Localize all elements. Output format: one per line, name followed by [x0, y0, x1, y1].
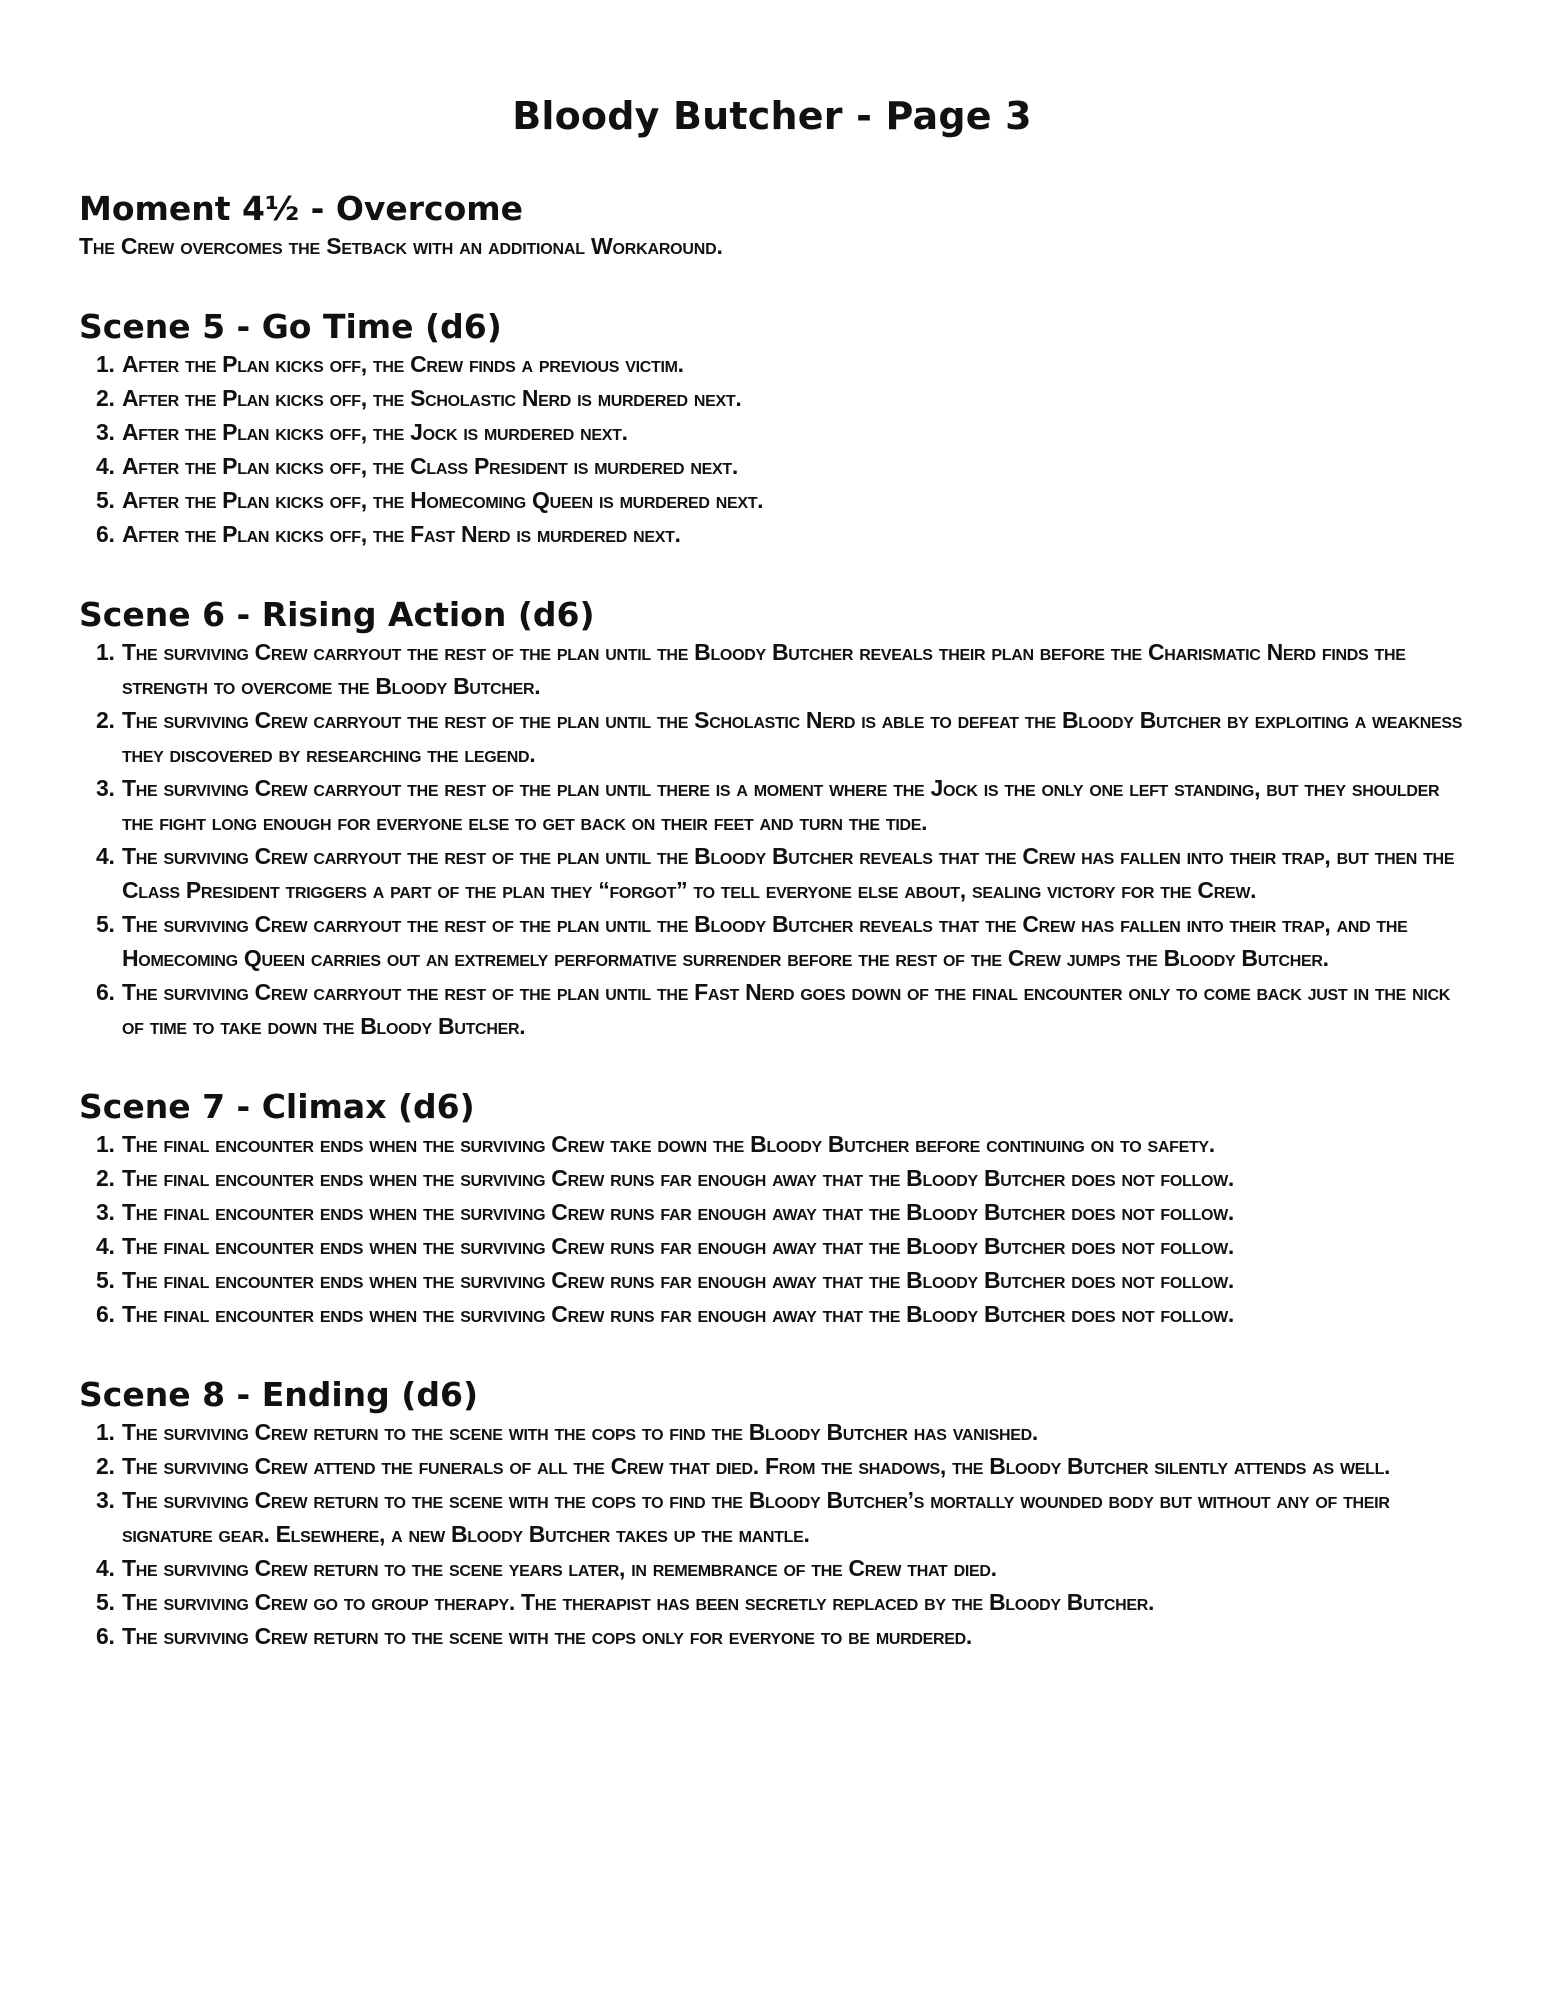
- list-item-text: The surviving Crew carryout the rest of the plan until the Bloody Butcher reveals that the Crew has fallen into their trap, but then the Class President triggers a part of the plan they “forgot” to tell everyone else about, sealing victory for the Crew.: [122, 843, 1455, 903]
- list-item-number: 6.: [96, 1301, 115, 1327]
- section-moment-overcome: [79, 189, 1465, 263]
- list-item-text: The surviving Crew return to the scene with the cops only for everyone to be murdered.: [122, 1623, 972, 1649]
- list-item: [79, 381, 1465, 415]
- list-item-number: 2.: [96, 385, 115, 411]
- list-item-text: The surviving Crew return to the scene with the cops to find the Bloody Butcher’s mortally wounded body but without any of their signature gear. Elsewhere, a new Bloody Butcher takes up the mantle.: [122, 1487, 1390, 1547]
- list-item: [79, 517, 1465, 551]
- list-item: [79, 483, 1465, 517]
- list-item-number: 4.: [96, 1555, 115, 1581]
- section-heading: Scene 6 - Rising Action (d6): [79, 595, 595, 634]
- list-item-number: 3.: [96, 419, 115, 445]
- list-item: [79, 1297, 1465, 1331]
- list-item-text: After the Plan kicks off, the Class President is murdered next.: [122, 453, 738, 479]
- list-item-number: 2.: [96, 707, 115, 733]
- list-item: [79, 703, 1465, 771]
- list-item: [79, 1263, 1465, 1297]
- list-item-number: 1.: [96, 1131, 115, 1157]
- list-item-text: After the Plan kicks off, the Crew finds a previous victim.: [122, 351, 684, 377]
- list-item-text: After the Plan kicks off, the Fast Nerd is murdered next.: [122, 521, 681, 547]
- section-body-text: The Crew overcomes the Setback with an additional Workaround.: [79, 233, 723, 259]
- list-item-number: 3.: [96, 1487, 115, 1513]
- section-scene-rising-action: [79, 595, 1465, 1043]
- numbered-list: [79, 347, 1465, 551]
- list-item-text: The surviving Crew carryout the rest of the plan until the Bloody Butcher reveals that the Crew has fallen into their trap, and the Homecoming Queen carries out an extremely performative surrender before the rest of the Crew jumps the Bloody Butcher.: [122, 911, 1408, 971]
- list-item-number: 5.: [96, 1267, 115, 1293]
- list-item-number: 3.: [96, 1199, 115, 1225]
- list-item-text: The final encounter ends when the surviving Crew runs far enough away that the Bloody Butcher does not follow.: [122, 1199, 1235, 1225]
- list-item: [79, 1585, 1465, 1619]
- list-item: [79, 347, 1465, 381]
- list-item: [79, 449, 1465, 483]
- numbered-list: [79, 1415, 1465, 1653]
- list-item-number: 6.: [96, 1623, 115, 1649]
- section-heading: Scene 7 - Climax (d6): [79, 1087, 475, 1126]
- list-item-text: The surviving Crew carryout the rest of the plan until there is a moment where the Jock is the only one left standing, but they shoulder the fight long enough for everyone else to get back on their feet and turn the tide.: [122, 775, 1440, 835]
- list-item-number: 5.: [96, 911, 115, 937]
- section-scene-ending: [79, 1375, 1465, 1653]
- list-item: [79, 1127, 1465, 1161]
- list-item-text: The surviving Crew carryout the rest of the plan until the Scholastic Nerd is able to defeat the Bloody Butcher by exploiting a weakness they discovered by researching the legend.: [122, 707, 1463, 767]
- list-item: [79, 839, 1465, 907]
- list-item-number: 1.: [96, 639, 115, 665]
- list-item-number: 1.: [96, 1419, 115, 1445]
- list-item: [79, 1551, 1465, 1585]
- list-item-number: 2.: [96, 1165, 115, 1191]
- list-item-text: The surviving Crew carryout the rest of the plan until the Fast Nerd goes down of the final encounter only to come back just in the nick of time to take down the Bloody Butcher.: [122, 979, 1451, 1039]
- list-item-number: 6.: [96, 521, 115, 547]
- section-scene-go-time: [79, 307, 1465, 551]
- section-heading: Scene 8 - Ending (d6): [79, 1375, 479, 1414]
- list-item: [79, 1161, 1465, 1195]
- list-item: [79, 415, 1465, 449]
- list-item-text: The final encounter ends when the surviving Crew runs far enough away that the Bloody Butcher does not follow.: [122, 1301, 1235, 1327]
- list-item-number: 4.: [96, 1233, 115, 1259]
- list-item-number: 4.: [96, 453, 115, 479]
- numbered-list: [79, 1127, 1465, 1331]
- section-heading: Moment 4½ - Overcome: [79, 189, 524, 228]
- list-item-text: The surviving Crew attend the funerals of all the Crew that died. From the shadows, the Bloody Butcher silently attends as well.: [122, 1453, 1391, 1479]
- section-scene-climax: [79, 1087, 1465, 1331]
- list-item-number: 2.: [96, 1453, 115, 1479]
- list-item-number: 4.: [96, 843, 115, 869]
- list-item-text: After the Plan kicks off, the Jock is murdered next.: [122, 419, 628, 445]
- section-heading: Scene 5 - Go Time (d6): [79, 307, 502, 346]
- list-item-text: The surviving Crew go to group therapy. The therapist has been secretly replaced by the Bloody Butcher.: [122, 1589, 1155, 1615]
- list-item: [79, 1415, 1465, 1449]
- list-item-text: The final encounter ends when the surviving Crew take down the Bloody Butcher before continuing on to safety.: [122, 1131, 1215, 1157]
- list-item: [79, 1619, 1465, 1653]
- list-item-number: 3.: [96, 775, 115, 801]
- list-item: [79, 635, 1465, 703]
- page-title: Bloody Butcher - Page 3: [512, 94, 1032, 138]
- list-item-text: After the Plan kicks off, the Homecoming Queen is murdered next.: [122, 487, 764, 513]
- list-item-number: 5.: [96, 1589, 115, 1615]
- list-item-text: The surviving Crew carryout the rest of the plan until the Bloody Butcher reveals their plan before the Charismatic Nerd finds the strength to overcome the Bloody Butcher.: [122, 639, 1406, 699]
- list-item-text: The surviving Crew return to the scene with the cops to find the Bloody Butcher has vanished.: [122, 1419, 1038, 1445]
- list-item: [79, 1449, 1465, 1483]
- list-item-text: The surviving Crew return to the scene years later, in remembrance of the Crew that died.: [122, 1555, 997, 1581]
- list-item: [79, 1195, 1465, 1229]
- list-item: [79, 1483, 1465, 1551]
- list-item: [79, 1229, 1465, 1263]
- list-item-number: 1.: [96, 351, 115, 377]
- list-item: [79, 975, 1465, 1043]
- list-item-number: 6.: [96, 979, 115, 1005]
- list-item: [79, 907, 1465, 975]
- list-item-number: 5.: [96, 487, 115, 513]
- list-item: [79, 771, 1465, 839]
- list-item-text: The final encounter ends when the surviving Crew runs far enough away that the Bloody Butcher does not follow.: [122, 1233, 1235, 1259]
- list-item-text: After the Plan kicks off, the Scholastic Nerd is murdered next.: [122, 385, 742, 411]
- numbered-list: [79, 635, 1465, 1043]
- list-item-text: The final encounter ends when the surviving Crew runs far enough away that the Bloody Butcher does not follow.: [122, 1165, 1235, 1191]
- list-item-text: The final encounter ends when the surviving Crew runs far enough away that the Bloody Butcher does not follow.: [122, 1267, 1235, 1293]
